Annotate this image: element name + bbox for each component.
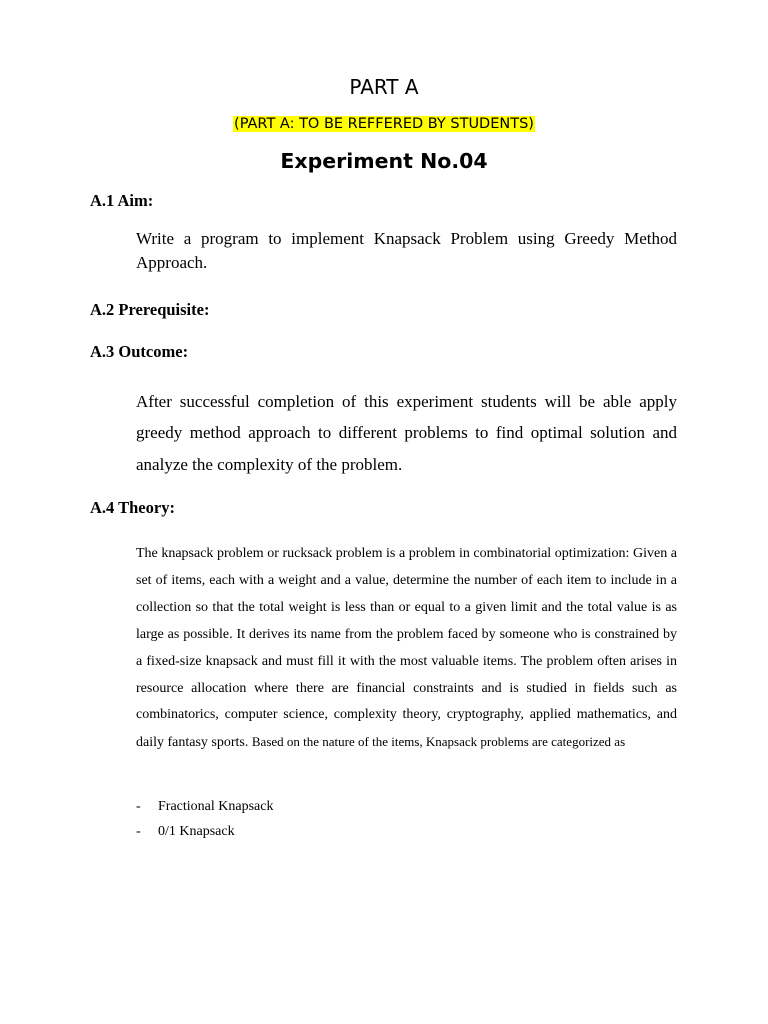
list-marker: - (136, 824, 141, 839)
prerequisite-heading: A.2 Prerequisite: (90, 300, 210, 319)
knapsack-types-list (136, 794, 677, 844)
list-item (136, 819, 677, 844)
list-item-label: Fractional Knapsack (158, 799, 274, 814)
highlighted-subtitle: (PART A: TO BE REFFERED BY STUDENTS) (234, 116, 534, 132)
list-marker: - (136, 799, 141, 814)
subtitle-line (0, 114, 768, 134)
list-item-label: 0/1 Knapsack (158, 824, 235, 839)
list-item (136, 794, 677, 819)
theory-text-tail: Based on the nature of the items, Knapsack problems are categorized as (251, 734, 626, 750)
aim-text: Write a program to implement Knapsack Problem using Greedy Method Approach. (136, 229, 677, 272)
part-title: PART A (349, 75, 419, 99)
aim-heading: A.1 Aim: (90, 191, 154, 210)
outcome-heading: A.3 Outcome: (90, 342, 189, 361)
theory-text: The knapsack problem or rucksack problem is a problem in combinatorial optimization: Given a set of items, each with a weight and a value, determine the number of each item to include in a collection so that the total weight is less than or equal to a given limit and the total value is as large as possible. It derives its name from the problem faced by someone who is constrained by a fixed-size knapsack and must fill it with the most valuable items. The problem often arises in resource allocation where there are financial constraints and is studied in fields such as combinatorics, computer science, complexity theory, cryptography, applied mathematics, and daily fantasy sports. (136, 546, 677, 751)
experiment-title: Experiment No.04 (280, 149, 488, 173)
theory-paragraph (136, 541, 677, 757)
outcome-text: After successful completion of this experiment students will be able apply greedy method approach to different problems to find optimal solution and analyze the complexity of the problem. (136, 392, 677, 474)
theory-heading: A.4 Theory: (90, 498, 175, 517)
